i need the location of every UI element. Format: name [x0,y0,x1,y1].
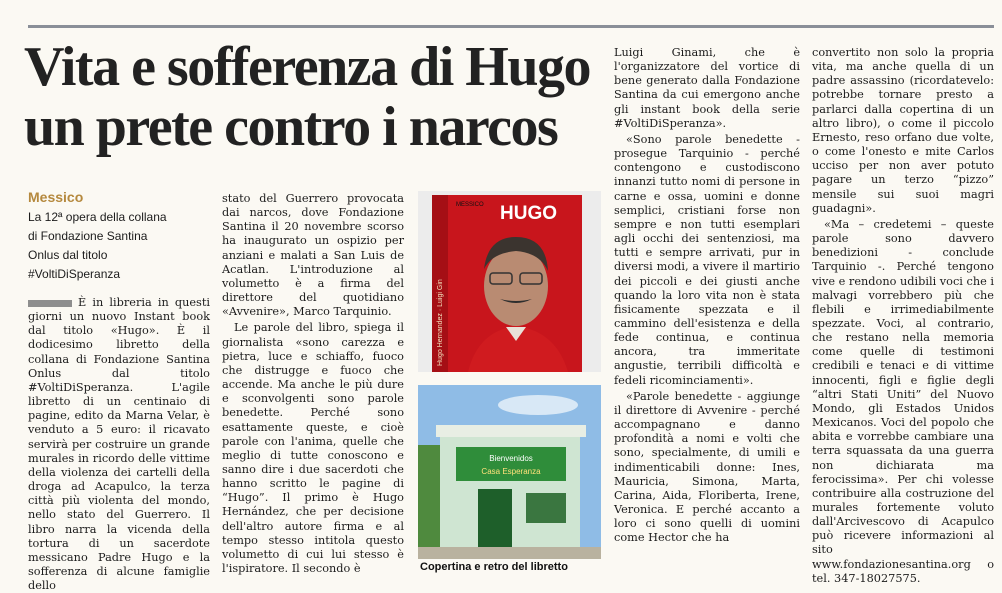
paragraph: «Ma – credetemi – queste parole sono davvero benedizioni - conclude Tarquinio -. Perché tengono vive e rendono udibili voci che i malvagi vorrebbero più che flebili e irrimediabilmente spezzate. Voci, al contrario, che restano nella memoria come quelle di testimoni credibili e tenaci e di vittime innocenti, figli e figlie degli “altri Stati Uniti” del Nuovo Mondo, gli Estados Unidos Mexicanos. Voci del popolo che abita e vorrebbe cambiare una terra squassata da una guerra non dichiarata ma ferocissima». Per chi volesse contribuire alla costruzione del murales fortemente voluto dall'Arcivescovo di Acapulco può ricevere informazioni al sito www.fondazionesantina.org o tel. 347-18027575. [812,217,994,585]
sign-line-1: Bienvenidos [489,454,533,463]
article-column-3 [614,46,800,585]
paragraph: «Parole benedette - aggiunge il direttore di Avvenire - perché accompagnano e danno profondità a nomi e volti che sono, specialmente, di umili e indimenticabili donne: Ines, Mauricia, Simona, Marta, Carina, Aida, Floriberta, Irene, Veronica. E perché accanto a loro ci sono quelli di uomini come Hector che ha [614,389,800,545]
paragraph: È in libreria in questi giorni un nuovo Instant book dal titolo «Hugo». È il dodicesimo libretto della collana di Fondazione Santina Onlus dal titolo #VoltiDiSperanza. L'agile libretto di un centinaio di pagine, edito da Marna Velar, è venduto a 5 euro: il ricavato servirà per costruire un grande murales in ricordo delle vittime della violenza dei cartelli della droga ad Acapulco, la terza città più violenta del mondo, nello stato del Guerrero. Il libro narra la vicenda della tortura di un sacerdote messicano Padre Hugo e la sofferenza di alcune famiglie dello [28,296,210,593]
section-kicker: Messico [28,189,84,205]
article-column-2 [222,192,404,585]
paragraph: convertito non solo la propria vita, ma anche quella di un padre assassino (ricordatevelo: potrebbe tornare presto a parlarci dalla copertina di un altro libro), o come il piccolo Ernesto, reso orfano due volte, o come l'onesto e mite Carlos ucciso per non aver potuto pagare un terzo “pizzo” mensile sui suoi magri guadagni». [812,46,994,215]
photo-caption: Copertina e retro del libretto [420,561,568,573]
book-back-image [418,385,601,559]
lead-bar [28,300,72,307]
summary-line: La 12ª opera della collana [28,210,167,224]
headline-line-2: un prete contro i narcos [24,96,558,158]
cover-title: HUGO [500,203,557,224]
cover-spine-text: Hugo Hernandez · Luigi Gin [437,279,444,366]
book-cover-image [418,191,601,372]
summary-line: #VoltiDiSperanza [28,267,121,281]
summary-line: Onlus dal titolo [28,248,108,262]
book-cover-photo [418,191,601,372]
book-back-photo [418,385,601,559]
cover-brand: MESSICO [456,202,484,208]
article-column-1 [28,296,210,593]
article-column-4 [812,46,994,585]
paragraph: «Sono parole benedette - prosegue Tarquinio - perché contengono e custodiscono innanzi tutto nomi di persone in carne e ossa, uomini e donne semplici, cristiani forse non sempre e non tutti esemplari agli occhi dei sentenziosi, ma tutti e sempre arrivati, pur in diversi modi, a vivere il martirio dei piccoli e dei giusti anche quando la loro vita non è stata fisicamente spezzata e il cammino dell'esistenza e della fede continua, e continua ancora, tra immeritate angustie, terribili difficoltà e fedeli ricominciamenti». [614,132,800,387]
top-rule [28,25,994,28]
summary-line: di Fondazione Santina [28,229,148,243]
summary [28,208,208,284]
headline-line-1: Vita e sofferenza di Hugo [24,36,590,98]
paragraph: stato del Guerrero provocata dai narcos, dove Fondazione Santina il 20 novembre scorso ha inaugurato un ospizio per anziani e malati a San Luis de Acatlan. L'introduzione al volumetto è a firma del direttore del quotidiano «Avvenire», Marco Tarquinio. [222,192,404,319]
paragraph: Luigi Ginami, che è l'organizzatore del vortice di bene generato dalla Fondazione Santina da cui emergono anche gli instant book della serie #VoltiDiSperanza». [614,46,800,130]
paragraph: Le parole del libro, spiega il giornalista «sono carezza e pietra, luce e schiaffo, fuoco che distrugge e fuoco che accende. Ma anche le più dure e sconvolgenti sono parole benedette. Perché sono esattamente queste, e cioè parole con l'anima, quelle che meglio di tutte conoscono e sanno dire i due sacerdoti che hanno scritto le pagine di “Hugo”. Il primo è Hugo Hernández, che per decisione dell'altro autore firma e al tempo stesso intitola questo volumetto di cui lui stesso è l'ispiratore. Il secondo è [222,321,404,576]
headline [24,37,604,157]
sign-line-2: Casa Esperanza [481,467,541,476]
